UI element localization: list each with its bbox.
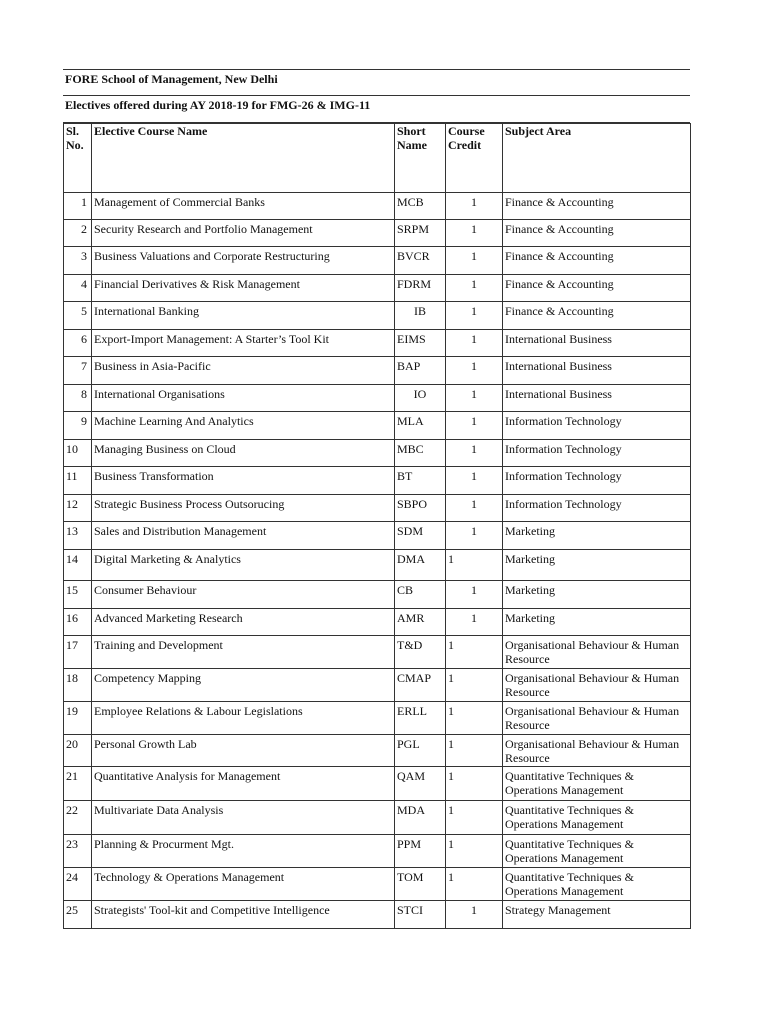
cell-sl-no: 10 (64, 440, 92, 467)
cell-course-name: Business Transformation (92, 467, 395, 495)
cell-course-credit: 1 (446, 275, 503, 302)
school-title: FORE School of Management, New Delhi (63, 69, 690, 96)
cell-subject-area: Information Technology (503, 440, 691, 467)
table-row (64, 220, 691, 247)
cell-course-credit: 1 (446, 193, 503, 220)
cell-sl-no: 18 (64, 669, 92, 702)
cell-sl-no: 3 (64, 247, 92, 275)
cell-subject-area: Quantitative Techniques & Operations Management (503, 835, 691, 868)
cell-subject-area: International Business (503, 385, 691, 412)
table-row (64, 868, 691, 901)
cell-course-credit: 1 (446, 247, 503, 275)
cell-subject-area: Strategy Management (503, 901, 691, 929)
cell-subject-area: Information Technology (503, 467, 691, 495)
cell-sl-no: 22 (64, 801, 92, 835)
table-row (64, 495, 691, 522)
cell-subject-area: International Business (503, 357, 691, 385)
cell-sl-no: 20 (64, 735, 92, 767)
cell-sl-no: 12 (64, 495, 92, 522)
cell-short-name: BVCR (395, 247, 446, 275)
cell-subject-area: Marketing (503, 581, 691, 609)
cell-course-credit: 1 (446, 385, 503, 412)
cell-short-name: CMAP (395, 669, 446, 702)
cell-subject-area: Quantitative Techniques & Operations Management (503, 868, 691, 901)
cell-subject-area: Marketing (503, 609, 691, 636)
table-row (64, 636, 691, 669)
cell-short-name: BT (395, 467, 446, 495)
cell-course-credit: 1 (446, 467, 503, 495)
cell-course-name: Planning & Procurment Mgt. (92, 835, 395, 868)
cell-subject-area: Marketing (503, 522, 691, 550)
header-short-name: Short Name (395, 124, 446, 193)
cell-course-credit: 1 (446, 609, 503, 636)
cell-short-name: SDM (395, 522, 446, 550)
cell-short-name: MLA (395, 412, 446, 440)
cell-short-name: EIMS (395, 330, 446, 357)
cell-course-name: Strategists' Tool-kit and Competitive Intelligence (92, 901, 395, 929)
cell-course-credit: 1 (446, 495, 503, 522)
cell-sl-no: 6 (64, 330, 92, 357)
cell-short-name: PPM (395, 835, 446, 868)
cell-subject-area: Finance & Accounting (503, 275, 691, 302)
cell-sl-no: 5 (64, 302, 92, 330)
cell-sl-no: 15 (64, 581, 92, 609)
cell-sl-no: 4 (64, 275, 92, 302)
cell-course-credit: 1 (446, 581, 503, 609)
cell-course-name: International Banking (92, 302, 395, 330)
table-row (64, 467, 691, 495)
cell-sl-no: 14 (64, 550, 92, 581)
cell-course-name: Employee Relations & Labour Legislations (92, 702, 395, 735)
table-row (64, 522, 691, 550)
cell-subject-area: Finance & Accounting (503, 247, 691, 275)
cell-course-name: Advanced Marketing Research (92, 609, 395, 636)
cell-short-name: AMR (395, 609, 446, 636)
cell-course-name: Digital Marketing & Analytics (92, 550, 395, 581)
cell-course-name: Strategic Business Process Outsorucing (92, 495, 395, 522)
cell-course-credit: 1 (446, 835, 503, 868)
cell-subject-area: Organisational Behaviour & Human Resource (503, 636, 691, 669)
cell-short-name: IB (395, 302, 446, 330)
table-row (64, 193, 691, 220)
cell-course-credit: 1 (446, 669, 503, 702)
cell-course-credit: 1 (446, 412, 503, 440)
cell-sl-no: 23 (64, 835, 92, 868)
cell-course-name: Financial Derivatives & Risk Management (92, 275, 395, 302)
cell-sl-no: 24 (64, 868, 92, 901)
cell-course-name: Consumer Behaviour (92, 581, 395, 609)
cell-subject-area: Organisational Behaviour & Human Resource (503, 702, 691, 735)
cell-course-name: Business Valuations and Corporate Restructuring (92, 247, 395, 275)
header-course-credit: Course Credit (446, 124, 503, 193)
cell-subject-area: Finance & Accounting (503, 193, 691, 220)
cell-subject-area: Finance & Accounting (503, 220, 691, 247)
electives-subtitle: Electives offered during AY 2018-19 for FMG-26 & IMG-11 (63, 96, 690, 123)
table-row (64, 901, 691, 929)
cell-short-name: BAP (395, 357, 446, 385)
table-row (64, 735, 691, 767)
cell-course-name: Personal Growth Lab (92, 735, 395, 767)
table-row (64, 767, 691, 801)
table-row (64, 550, 691, 581)
cell-short-name: FDRM (395, 275, 446, 302)
cell-short-name: MCB (395, 193, 446, 220)
cell-course-credit: 1 (446, 636, 503, 669)
cell-sl-no: 7 (64, 357, 92, 385)
cell-course-credit: 1 (446, 702, 503, 735)
cell-course-credit: 1 (446, 868, 503, 901)
cell-sl-no: 13 (64, 522, 92, 550)
cell-course-credit: 1 (446, 522, 503, 550)
table-row (64, 702, 691, 735)
cell-course-credit: 1 (446, 220, 503, 247)
cell-subject-area: Quantitative Techniques & Operations Management (503, 801, 691, 835)
cell-sl-no: 1 (64, 193, 92, 220)
table-row (64, 302, 691, 330)
table-row (64, 412, 691, 440)
cell-short-name: ERLL (395, 702, 446, 735)
cell-subject-area: Information Technology (503, 495, 691, 522)
table-row (64, 275, 691, 302)
table-row (64, 801, 691, 835)
cell-sl-no: 2 (64, 220, 92, 247)
cell-course-credit: 1 (446, 901, 503, 929)
cell-course-credit: 1 (446, 357, 503, 385)
cell-course-credit: 1 (446, 801, 503, 835)
cell-sl-no: 17 (64, 636, 92, 669)
table-row (64, 247, 691, 275)
table-row (64, 669, 691, 702)
cell-short-name: T&D (395, 636, 446, 669)
cell-short-name: MDA (395, 801, 446, 835)
electives-table (63, 123, 691, 929)
cell-short-name: CB (395, 581, 446, 609)
cell-short-name: TOM (395, 868, 446, 901)
table-header-row (64, 124, 691, 193)
cell-sl-no: 25 (64, 901, 92, 929)
table-row (64, 835, 691, 868)
cell-course-name: Managing Business on Cloud (92, 440, 395, 467)
cell-course-credit: 1 (446, 550, 503, 581)
cell-sl-no: 8 (64, 385, 92, 412)
cell-course-name: Multivariate Data Analysis (92, 801, 395, 835)
cell-course-name: Management of Commercial Banks (92, 193, 395, 220)
header-course-name: Elective Course Name (92, 124, 395, 193)
table-row (64, 581, 691, 609)
cell-short-name: STCI (395, 901, 446, 929)
table-row (64, 385, 691, 412)
cell-short-name: SRPM (395, 220, 446, 247)
cell-subject-area: Organisational Behaviour & Human Resource (503, 669, 691, 702)
cell-subject-area: Quantitative Techniques & Operations Management (503, 767, 691, 801)
cell-course-credit: 1 (446, 302, 503, 330)
cell-course-name: Security Research and Portfolio Management (92, 220, 395, 247)
cell-short-name: MBC (395, 440, 446, 467)
cell-course-name: Machine Learning And Analytics (92, 412, 395, 440)
cell-short-name: IO (395, 385, 446, 412)
cell-sl-no: 21 (64, 767, 92, 801)
cell-subject-area: Finance & Accounting (503, 302, 691, 330)
cell-sl-no: 19 (64, 702, 92, 735)
cell-course-name: Export-Import Management: A Starter’s Tool Kit (92, 330, 395, 357)
cell-subject-area: Organisational Behaviour & Human Resource (503, 735, 691, 767)
cell-sl-no: 9 (64, 412, 92, 440)
cell-course-credit: 1 (446, 330, 503, 357)
cell-course-name: Business in Asia-Pacific (92, 357, 395, 385)
cell-course-name: International Organisations (92, 385, 395, 412)
header-sl-no: Sl. No. (64, 124, 92, 193)
header-subject-area: Subject Area (503, 124, 691, 193)
table-row (64, 440, 691, 467)
cell-short-name: DMA (395, 550, 446, 581)
cell-short-name: QAM (395, 767, 446, 801)
cell-subject-area: Marketing (503, 550, 691, 581)
spreadsheet (63, 69, 690, 929)
cell-course-credit: 1 (446, 735, 503, 767)
table-row (64, 357, 691, 385)
cell-sl-no: 16 (64, 609, 92, 636)
cell-course-name: Competency Mapping (92, 669, 395, 702)
cell-short-name: SBPO (395, 495, 446, 522)
cell-course-name: Quantitative Analysis for Management (92, 767, 395, 801)
cell-course-credit: 1 (446, 767, 503, 801)
cell-short-name: PGL (395, 735, 446, 767)
cell-course-name: Technology & Operations Management (92, 868, 395, 901)
table-row (64, 330, 691, 357)
table-row (64, 609, 691, 636)
cell-course-credit: 1 (446, 440, 503, 467)
cell-sl-no: 11 (64, 467, 92, 495)
cell-course-name: Training and Development (92, 636, 395, 669)
cell-course-name: Sales and Distribution Management (92, 522, 395, 550)
cell-subject-area: Information Technology (503, 412, 691, 440)
cell-subject-area: International Business (503, 330, 691, 357)
